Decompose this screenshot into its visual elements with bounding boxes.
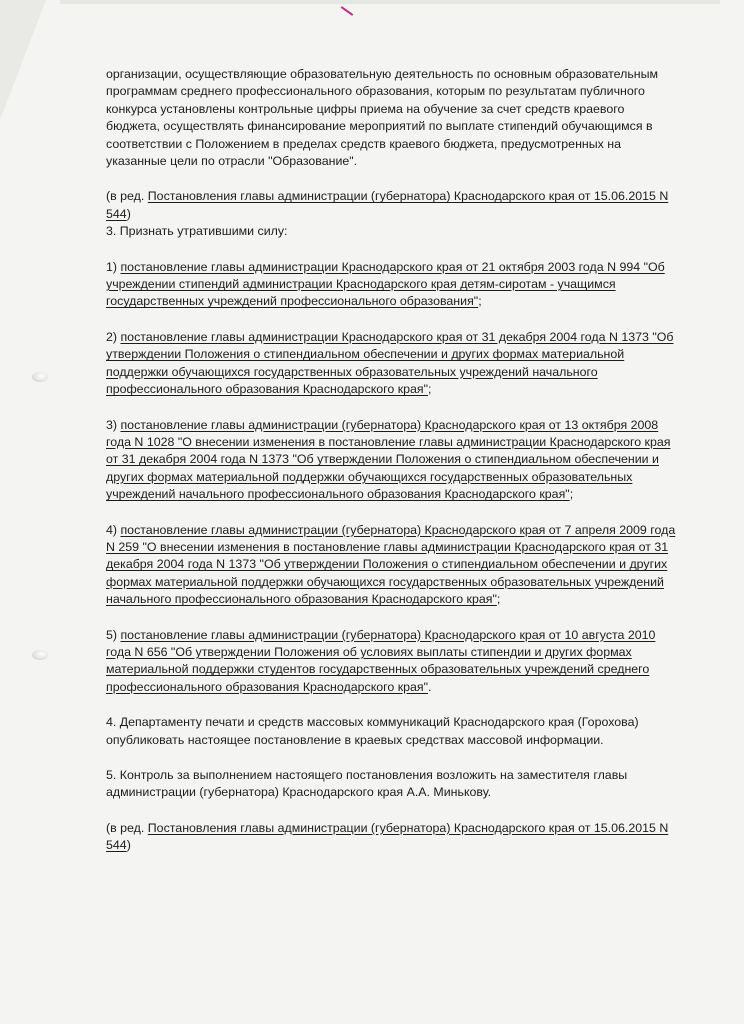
sub-item-5-suffix: .	[428, 679, 432, 694]
sub-item-3	[106, 417, 680, 504]
sub-item-4-number: 4)	[106, 522, 121, 537]
sub-item-2	[106, 329, 680, 399]
sub-item-1-number: 1)	[106, 259, 121, 274]
edit-note-2-prefix: (в ред.	[106, 820, 148, 835]
sub-item-1-suffix: ;	[478, 294, 482, 309]
page-top-edge	[60, 0, 720, 4]
edit-note-2-suffix: )	[126, 838, 131, 853]
punch-hole-bottom	[32, 650, 48, 660]
item-3-heading: 3. Признать утратившими силу:	[106, 224, 288, 239]
sub-item-4-link[interactable]: постановление главы администрации (губернатора) Краснодарского края от 7 апреля 2009 года N 259 "О внесении изменения в постановление главы администрации Краснодарского края от 31 декабря 2004 года N 1373 "Об утверждении Положения о стипендиальном обеспечении и других формах материальной поддержки обучающихся государственных образовательных учреждений начального профессионального образования Краснодарского края"	[106, 522, 676, 607]
document-body	[106, 66, 680, 855]
edit-note-1-link[interactable]: Постановления главы администрации (губернатора) Краснодарского края от 15.06.2015 N 544	[106, 189, 669, 221]
sub-item-4-suffix: ;	[496, 592, 501, 607]
edit-note-1	[106, 188, 680, 223]
sub-item-2-number: 2)	[106, 329, 121, 344]
edit-note-2-link[interactable]: Постановления главы администрации (губернатора) Краснодарского края от 15.06.2015 N 544	[106, 820, 669, 853]
edit-note-1-prefix: (в ред.	[106, 189, 148, 204]
paragraph-intro: организации, осуществляющие образовательную деятельность по основным образовательным программам среднего профессионального образования, которым по результатам публичного конкурса установлены контрольные цифры приема на обучение за счет средств краевого бюджета, осуществлять финансирование мероприятий по выплате стипендий обучающимся в соответствии с Положением в пределах средств краевого бюджета, предусмотренных на указанные цели по отрасли "Образование".	[106, 67, 659, 169]
sub-item-3-number: 3)	[106, 417, 121, 432]
sub-item-1	[106, 259, 680, 311]
sub-item-4	[106, 522, 680, 609]
sub-item-5-number: 5)	[106, 627, 121, 642]
sub-item-1-link[interactable]: постановление главы администрации Краснодарского края от 21 октября 2003 года N 994 "Об учреждении стипендий администрации Краснодарского края детям-сиротам - учащимся государственных учреждений профессионального образования"	[106, 259, 665, 309]
item-5: 5. Контроль за выполнением настоящего постановления возложить на заместителя главы администрации (губернатора) Краснодарского края А.А. Минькову.	[106, 768, 628, 800]
sub-item-2-link[interactable]: постановление главы администрации Краснодарского края от 31 декабря 2004 года N 1373 "Об утверждении Положения о стипендиальном обеспечении и других формах материальной поддержки обучающихся государственных образовательных учреждений начального профессионального образования Краснодарского края"	[106, 329, 674, 397]
ink-mark	[341, 6, 354, 16]
edit-note-2	[106, 820, 680, 855]
page-fold-shadow	[0, 0, 46, 120]
sub-item-3-suffix: ;	[569, 487, 574, 502]
punch-hole-top	[32, 372, 48, 382]
edit-note-1-suffix: )	[126, 206, 131, 221]
sub-item-3-link[interactable]: постановление главы администрации (губернатора) Краснодарского края от 13 октября 2008 года N 1028 "О внесении изменения в постановление главы администрации Краснодарского края от 31 декабря 2004 года N 1373 "Об утверждении Положения о стипендиальном обеспечении и других формах материальной поддержки обучающихся государственных образовательных учреждений начального профессионального образования Краснодарского края"	[106, 417, 671, 502]
item-4: 4. Департаменту печати и средств массовых коммуникаций Краснодарского края (Горохова) опубликовать настоящее постановление в краевых средствах массовой информации.	[106, 715, 639, 747]
sub-item-5	[106, 627, 680, 697]
sub-item-5-link[interactable]: постановление главы администрации (губернатора) Краснодарского края от 10 августа 2010 года N 656 "Об утверждении Положения об условиях выплаты стипендии и других формах материальной поддержки студентов государственных образовательных учреждений среднего профессионального образования Краснодарского края"	[106, 627, 656, 694]
sub-item-2-suffix: ;	[428, 382, 432, 397]
